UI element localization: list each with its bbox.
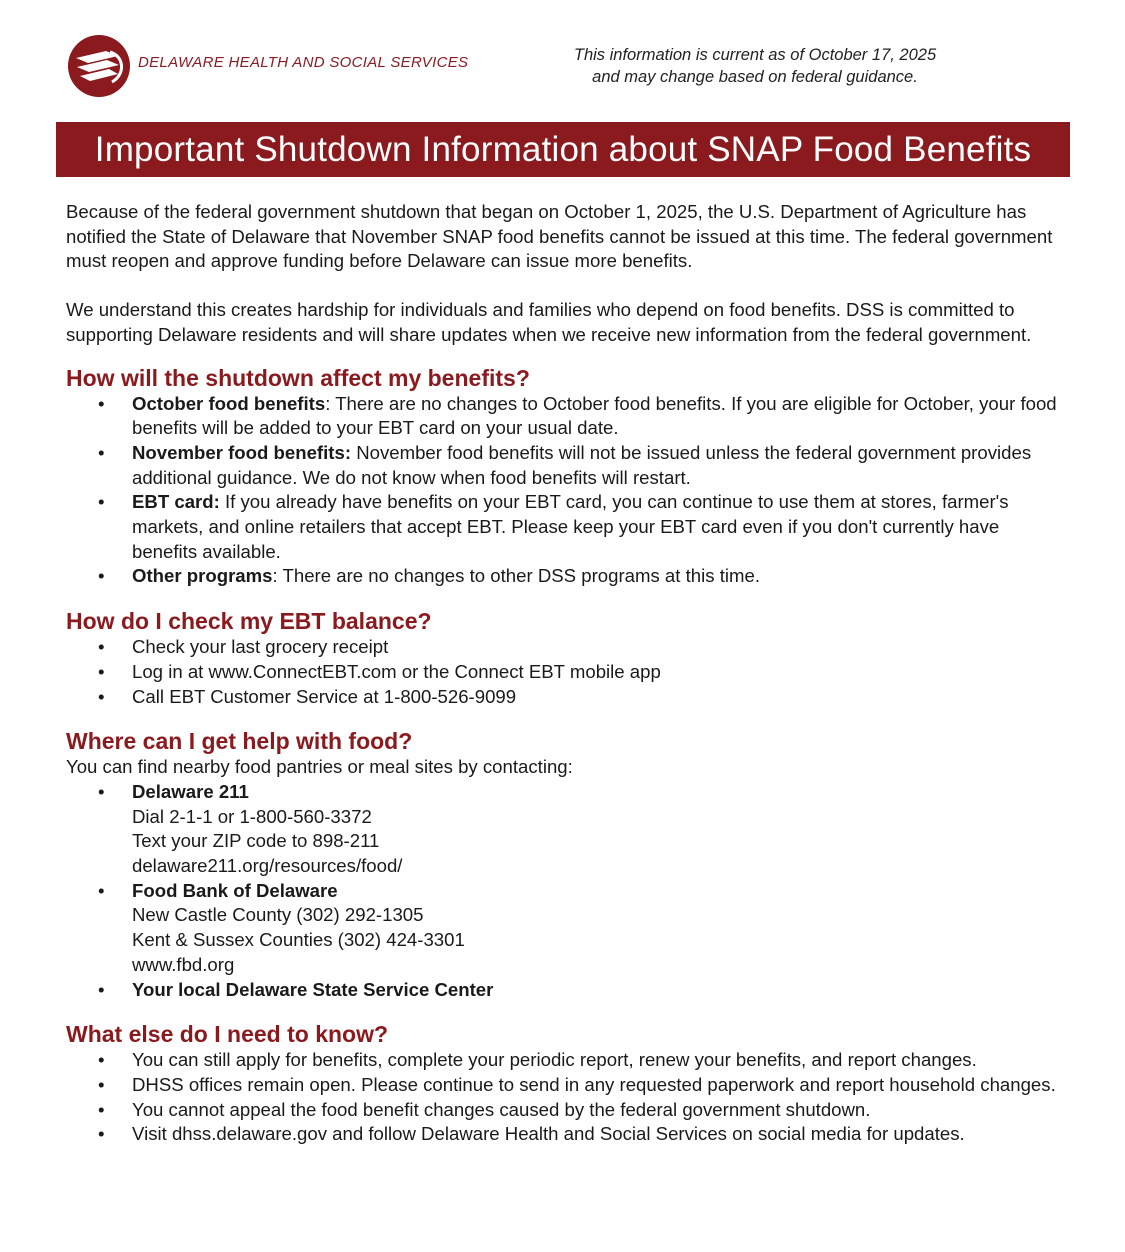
list-item: • DHSS offices remain open. Please continue to send in any requested paperwork and report household changes. [66,1073,1066,1098]
list-item: • You cannot appeal the food benefit changes caused by the federal government shutdown. [66,1098,1066,1123]
notice-line-1: This information is current as of October 17, 2025 [573,46,937,64]
list-item: • You can still apply for benefits, complete your periodic report, renew your benefits, and report changes. [66,1048,1066,1073]
list-item: • November food benefits: November food benefits will not be issued unless the federal government provides additional guidance. We do not know when food benefits will restart. [66,441,1066,490]
food-help-intro: You can find nearby food pantries or meal sites by contacting: [66,756,573,778]
heading-ebt-balance: How do I check my EBT balance? [66,608,432,635]
heading-food-help: Where can I get help with food? [66,728,413,755]
list-item: • October food benefits: There are no changes to October food benefits. If you are eligible for October, your food benefits will be added to your EBT card on your usual date. [66,392,1066,441]
page-title: Important Shutdown Information about SNAP Food Benefits [94,129,1032,169]
heading-affect-benefits: How will the shutdown affect my benefits? [66,364,530,391]
list-item-service-center: • Your local Delaware State Service Center [66,978,1066,1003]
notice-line-2: and may change based on federal guidance. [592,68,918,86]
heading-what-else: What else do I need to know? [66,1021,389,1048]
list-item: • Visit dhss.delaware.gov and follow Delaware Health and Social Services on social media for updates. [66,1122,1066,1147]
know-list [66,1048,1066,1147]
list-item: • Check your last grocery receipt [66,635,1066,660]
intro-paragraph-1: Because of the federal government shutdown that began on October 1, 2025, the U.S. Department of Agriculture has notified the State of Delaware that November SNAP food benefits cannot be issued at this time. The federal government must reopen and approve funding before Delaware can issue more benefits. [66,201,1053,272]
currency-notice [500,44,1010,88]
list-item: • Call EBT Customer Service at 1-800-526-9099 [66,685,1066,710]
list-item: • Log in at www.ConnectEBT.com or the Connect EBT mobile app [66,660,1066,685]
list-item-delaware-211: • Delaware 211 Dial 2-1-1 or 1-800-560-3372 Text your ZIP code to 898-211 delaware211.org/resources/food/ [66,780,1066,879]
balance-list [66,635,1066,709]
main-content [66,200,1066,1147]
affect-list [66,392,1066,590]
food-help-list [66,780,1066,1002]
intro-paragraph-2: We understand this creates hardship for individuals and families who depend on food benefits. DSS is committed to supporting Delaware residents and will share updates when we receive new information from the federal government. [66,299,1032,345]
title-banner [56,122,1070,177]
list-item-food-bank: • Food Bank of Delaware New Castle County (302) 292-1305 Kent & Sussex Counties (302) 424-3301 www.fbd.org [66,879,1066,978]
org-name: DELAWARE HEALTH AND SOCIAL SERVICES [138,54,469,71]
list-item: • Other programs: There are no changes to other DSS programs at this time. [66,564,1066,589]
dhss-logo-icon [66,34,132,98]
list-item: • EBT card: If you already have benefits on your EBT card, you can continue to use them at stores, farmer's markets, and online retailers that accept EBT. Please keep your EBT card even if you don't currently have benefits available. [66,490,1066,564]
